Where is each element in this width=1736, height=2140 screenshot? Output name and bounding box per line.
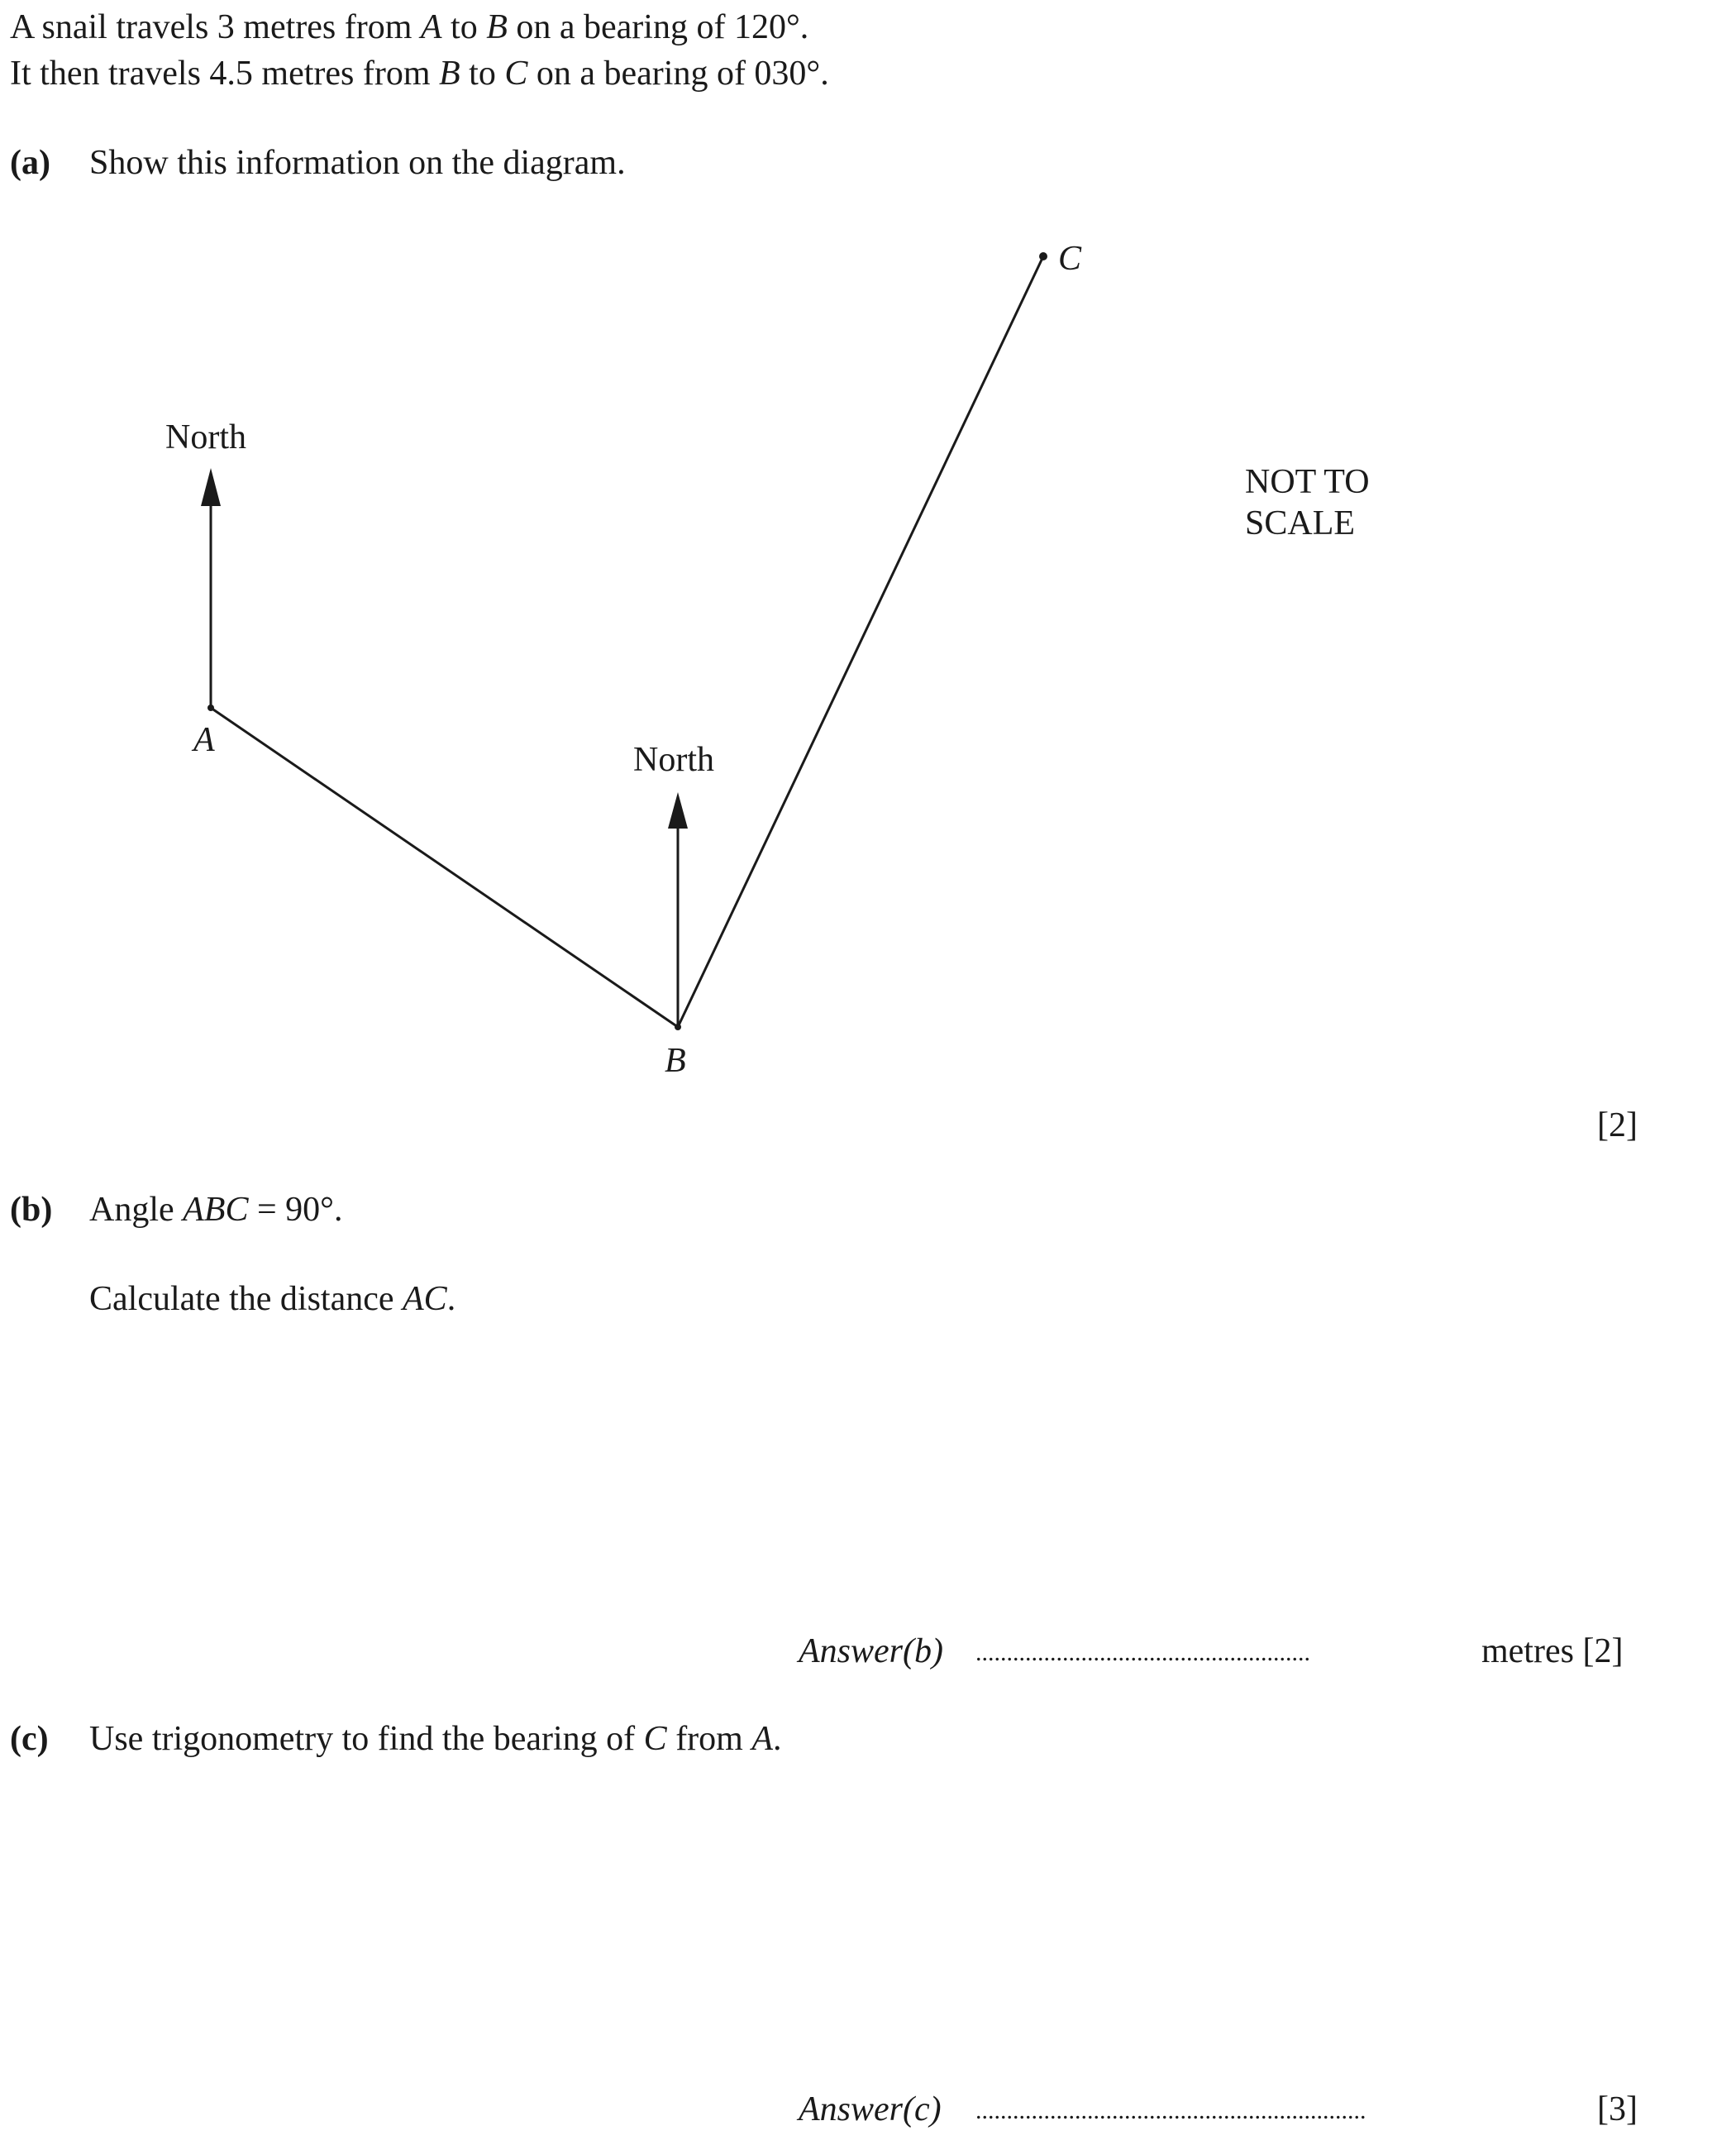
angle-abc: ABC bbox=[183, 1191, 249, 1229]
part-c-line-1 bbox=[89, 1722, 782, 1756]
distance-ac: AC bbox=[403, 1280, 447, 1318]
part-c-label: (c) bbox=[10, 1720, 49, 1758]
point-c-label: C bbox=[1058, 240, 1082, 278]
answer-b-field[interactable]: ...................................................... bbox=[975, 1639, 1310, 1666]
part-b-label: (b) bbox=[10, 1191, 53, 1229]
answer-c-label: Answer(c) bbox=[799, 2090, 942, 2128]
point-a-ref: A bbox=[751, 1720, 773, 1758]
point-a-dot bbox=[207, 705, 214, 711]
intro-line-2-part2: to bbox=[460, 55, 505, 93]
intro-line-2-part3: on a bearing of 030°. bbox=[527, 55, 829, 93]
part-b-line-2-part1: Calculate the distance bbox=[89, 1280, 403, 1318]
part-a-question: Show this information on the diagram. bbox=[89, 144, 626, 182]
intro-line-1-part1: A snail travels 3 metres from bbox=[10, 8, 421, 46]
point-c-ref: C bbox=[643, 1720, 667, 1758]
part-b-line-1-part1: Angle bbox=[89, 1191, 184, 1229]
part-a-label: (a) bbox=[10, 144, 50, 182]
point-c-ref: C bbox=[504, 55, 528, 93]
part-c-line-1-part2: from bbox=[666, 1720, 752, 1758]
not-to-scale-line-2: SCALE bbox=[1245, 504, 1356, 542]
part-b-line-1 bbox=[89, 1192, 342, 1227]
point-b-label: B bbox=[665, 1042, 686, 1080]
north-label-a: North bbox=[165, 418, 246, 456]
north-arrowhead-b bbox=[668, 792, 688, 829]
part-a-marks: [2] bbox=[1597, 1106, 1638, 1144]
point-b-dot bbox=[675, 1024, 681, 1030]
part-b-line-2-part2: . bbox=[446, 1280, 456, 1318]
part-b-line-2 bbox=[89, 1282, 455, 1316]
point-c-dot bbox=[1039, 252, 1047, 260]
answer-c-field[interactable]: ............................................................... bbox=[975, 2097, 1366, 2124]
part-c-line-1-part3: . bbox=[773, 1720, 782, 1758]
segment-ab bbox=[211, 708, 678, 1027]
intro-line-2-part1: It then travels 4.5 metres from bbox=[10, 55, 440, 93]
answer-b-unit: metres [2] bbox=[1481, 1632, 1624, 1670]
point-b-ref: B bbox=[439, 55, 460, 93]
point-a-label: A bbox=[193, 721, 215, 759]
intro-line-1-part3: on a bearing of 120°. bbox=[507, 8, 809, 46]
north-label-b: North bbox=[633, 741, 714, 779]
answer-c-marks: [3] bbox=[1597, 2090, 1638, 2128]
point-b-ref: B bbox=[486, 8, 508, 46]
part-b-line-1-part2: = 90°. bbox=[248, 1191, 343, 1229]
north-arrowhead-a bbox=[201, 468, 221, 506]
answer-b-label: Answer(b) bbox=[799, 1632, 943, 1670]
point-a-ref: A bbox=[420, 8, 442, 46]
intro-line-1-part2: to bbox=[441, 8, 487, 46]
part-c-line-1-part1: Use trigonometry to find the bearing of bbox=[89, 1720, 644, 1758]
not-to-scale-line-1: NOT TO bbox=[1245, 463, 1370, 501]
segment-bc bbox=[678, 256, 1043, 1027]
